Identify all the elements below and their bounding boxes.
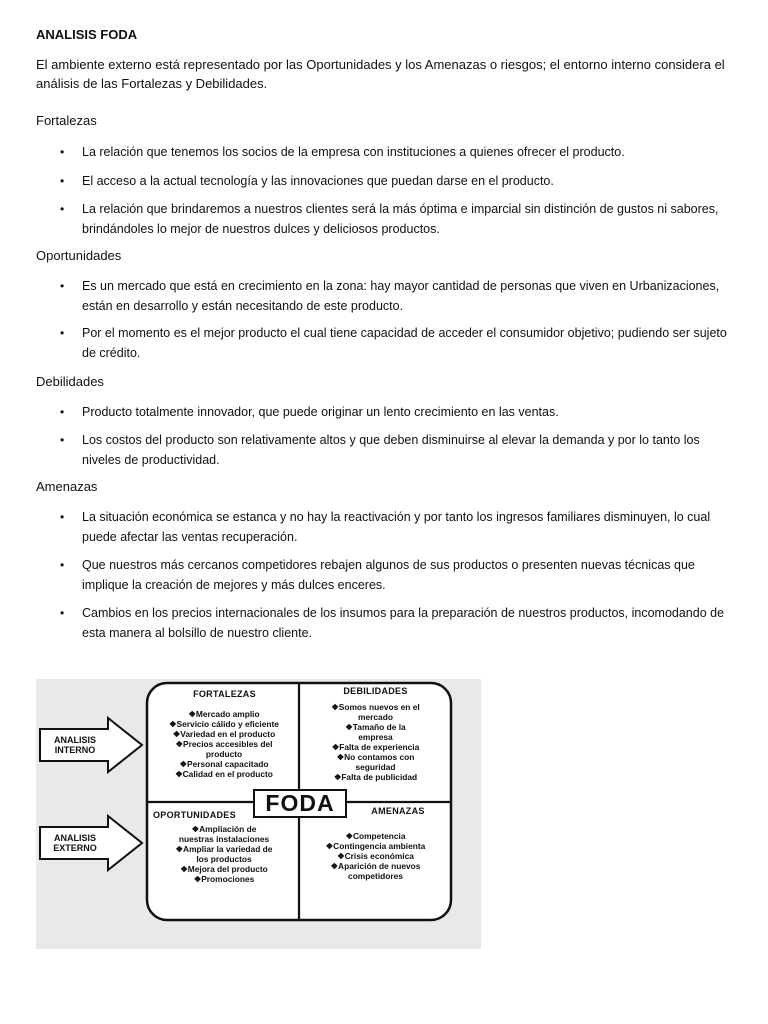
list-item: • La situación económica se estanca y no hay la reactivación y por tanto los ingresos familiares disminuyen, lo cual puede afectar las ventas recuperación. <box>60 507 730 547</box>
bullet-icon: • <box>60 202 65 216</box>
list-item: • Cambios en los precios internacionales de los insumos para la preparación de nuestros productos, incomodando de esta manera al bolsillo de nuestro cliente. <box>60 603 730 643</box>
bullet-icon: • <box>60 433 65 447</box>
fortalezas-list: ❖Mercado amplio ❖Servicio cálido y eficiente ❖Variedad en el producto ❖Precios accesibles del producto ❖Personal capacitado ❖Calidad en el producto <box>169 709 279 779</box>
bullet-icon: • <box>60 279 65 293</box>
section-heading-amenazas: Amenazas <box>36 479 98 494</box>
bullet-icon: • <box>60 145 65 159</box>
bullet-icon: • <box>60 326 65 340</box>
fortalezas-title: FORTALEZAS <box>193 689 256 699</box>
list-item: • La relación que brindaremos a nuestros clientes será la más óptima e imparcial sin distinción de gustos ni sabores, brindándoles lo mejor de nuestros dulces y deliciosos productos. <box>60 199 730 239</box>
bullet-icon: • <box>60 510 65 524</box>
intro-paragraph: El ambiente externo está representado por las Oportunidades y los Amenazas o riesgos; el entorno interno considera el análisis de las Fortalezas y Debilidades. <box>36 57 725 91</box>
list-item: • Producto totalmente innovador, que puede originar un lento crecimiento en las ventas. <box>60 402 730 422</box>
bullet-icon: • <box>60 606 65 620</box>
section-heading-debilidades: Debilidades <box>36 374 104 389</box>
arrow-analisis-externo: ANALISIS EXTERNO <box>53 833 97 853</box>
list-item: • El acceso a la actual tecnología y las innovaciones que puedan darse en el producto. <box>60 171 730 191</box>
section-heading-oportunidades: Oportunidades <box>36 248 122 263</box>
debilidades-title: DEBILIDADES <box>343 686 408 696</box>
oportunidades-list: ❖Ampliación de nuestras instalaciones ❖Ampliar la variedad de los productos ❖Mejora del producto ❖Promociones <box>175 824 273 884</box>
bullet-icon: • <box>60 405 65 419</box>
amenazas-title: AMENAZAS <box>371 806 425 816</box>
oportunidades-title: OPORTUNIDADES <box>153 810 236 820</box>
list-item: • Es un mercado que está en crecimiento en la zona: hay mayor cantidad de personas que viven en Urbanizaciones, están en desarrollo y están necesitando de este producto. <box>60 276 730 316</box>
document-title: ANALISIS FODA <box>36 27 138 42</box>
foda-center-label: FODA <box>265 790 335 816</box>
debilidades-list: ❖Somos nuevos en el mercado ❖Tamaño de la empresa ❖Falta de experiencia ❖No contamos con seguridad ❖Falta de publicidad <box>331 702 420 782</box>
amenazas-list: ❖Competencia ❖Contingencia ambienta ❖Crisis económica ❖Aparición de nuevos competidores <box>325 831 426 881</box>
arrow-analisis-interno: ANALISIS INTERNO <box>53 735 96 755</box>
list-item: • Por el momento es el mejor producto el cual tiene capacidad de acceder el consumidor objetivo; pudiendo ser sujeto de crédito. <box>60 323 730 363</box>
foda-diagram <box>36 679 481 949</box>
section-heading-fortalezas: Fortalezas <box>36 113 97 128</box>
list-item: • La relación que tenemos los socios de la empresa con instituciones a quienes ofrecer el producto. <box>60 142 730 162</box>
list-item: • Los costos del producto son relativamente altos y que deben disminuirse al elevar la demanda y por lo tanto los niveles de productividad. <box>60 430 730 470</box>
bullet-icon: • <box>60 174 65 188</box>
list-item: • Que nuestros más cercanos competidores rebajen algunos de sus productos o presenten nuevas técnicas que implique la creación de mejores y más dulces enceres. <box>60 555 730 595</box>
bullet-icon: • <box>60 558 65 572</box>
